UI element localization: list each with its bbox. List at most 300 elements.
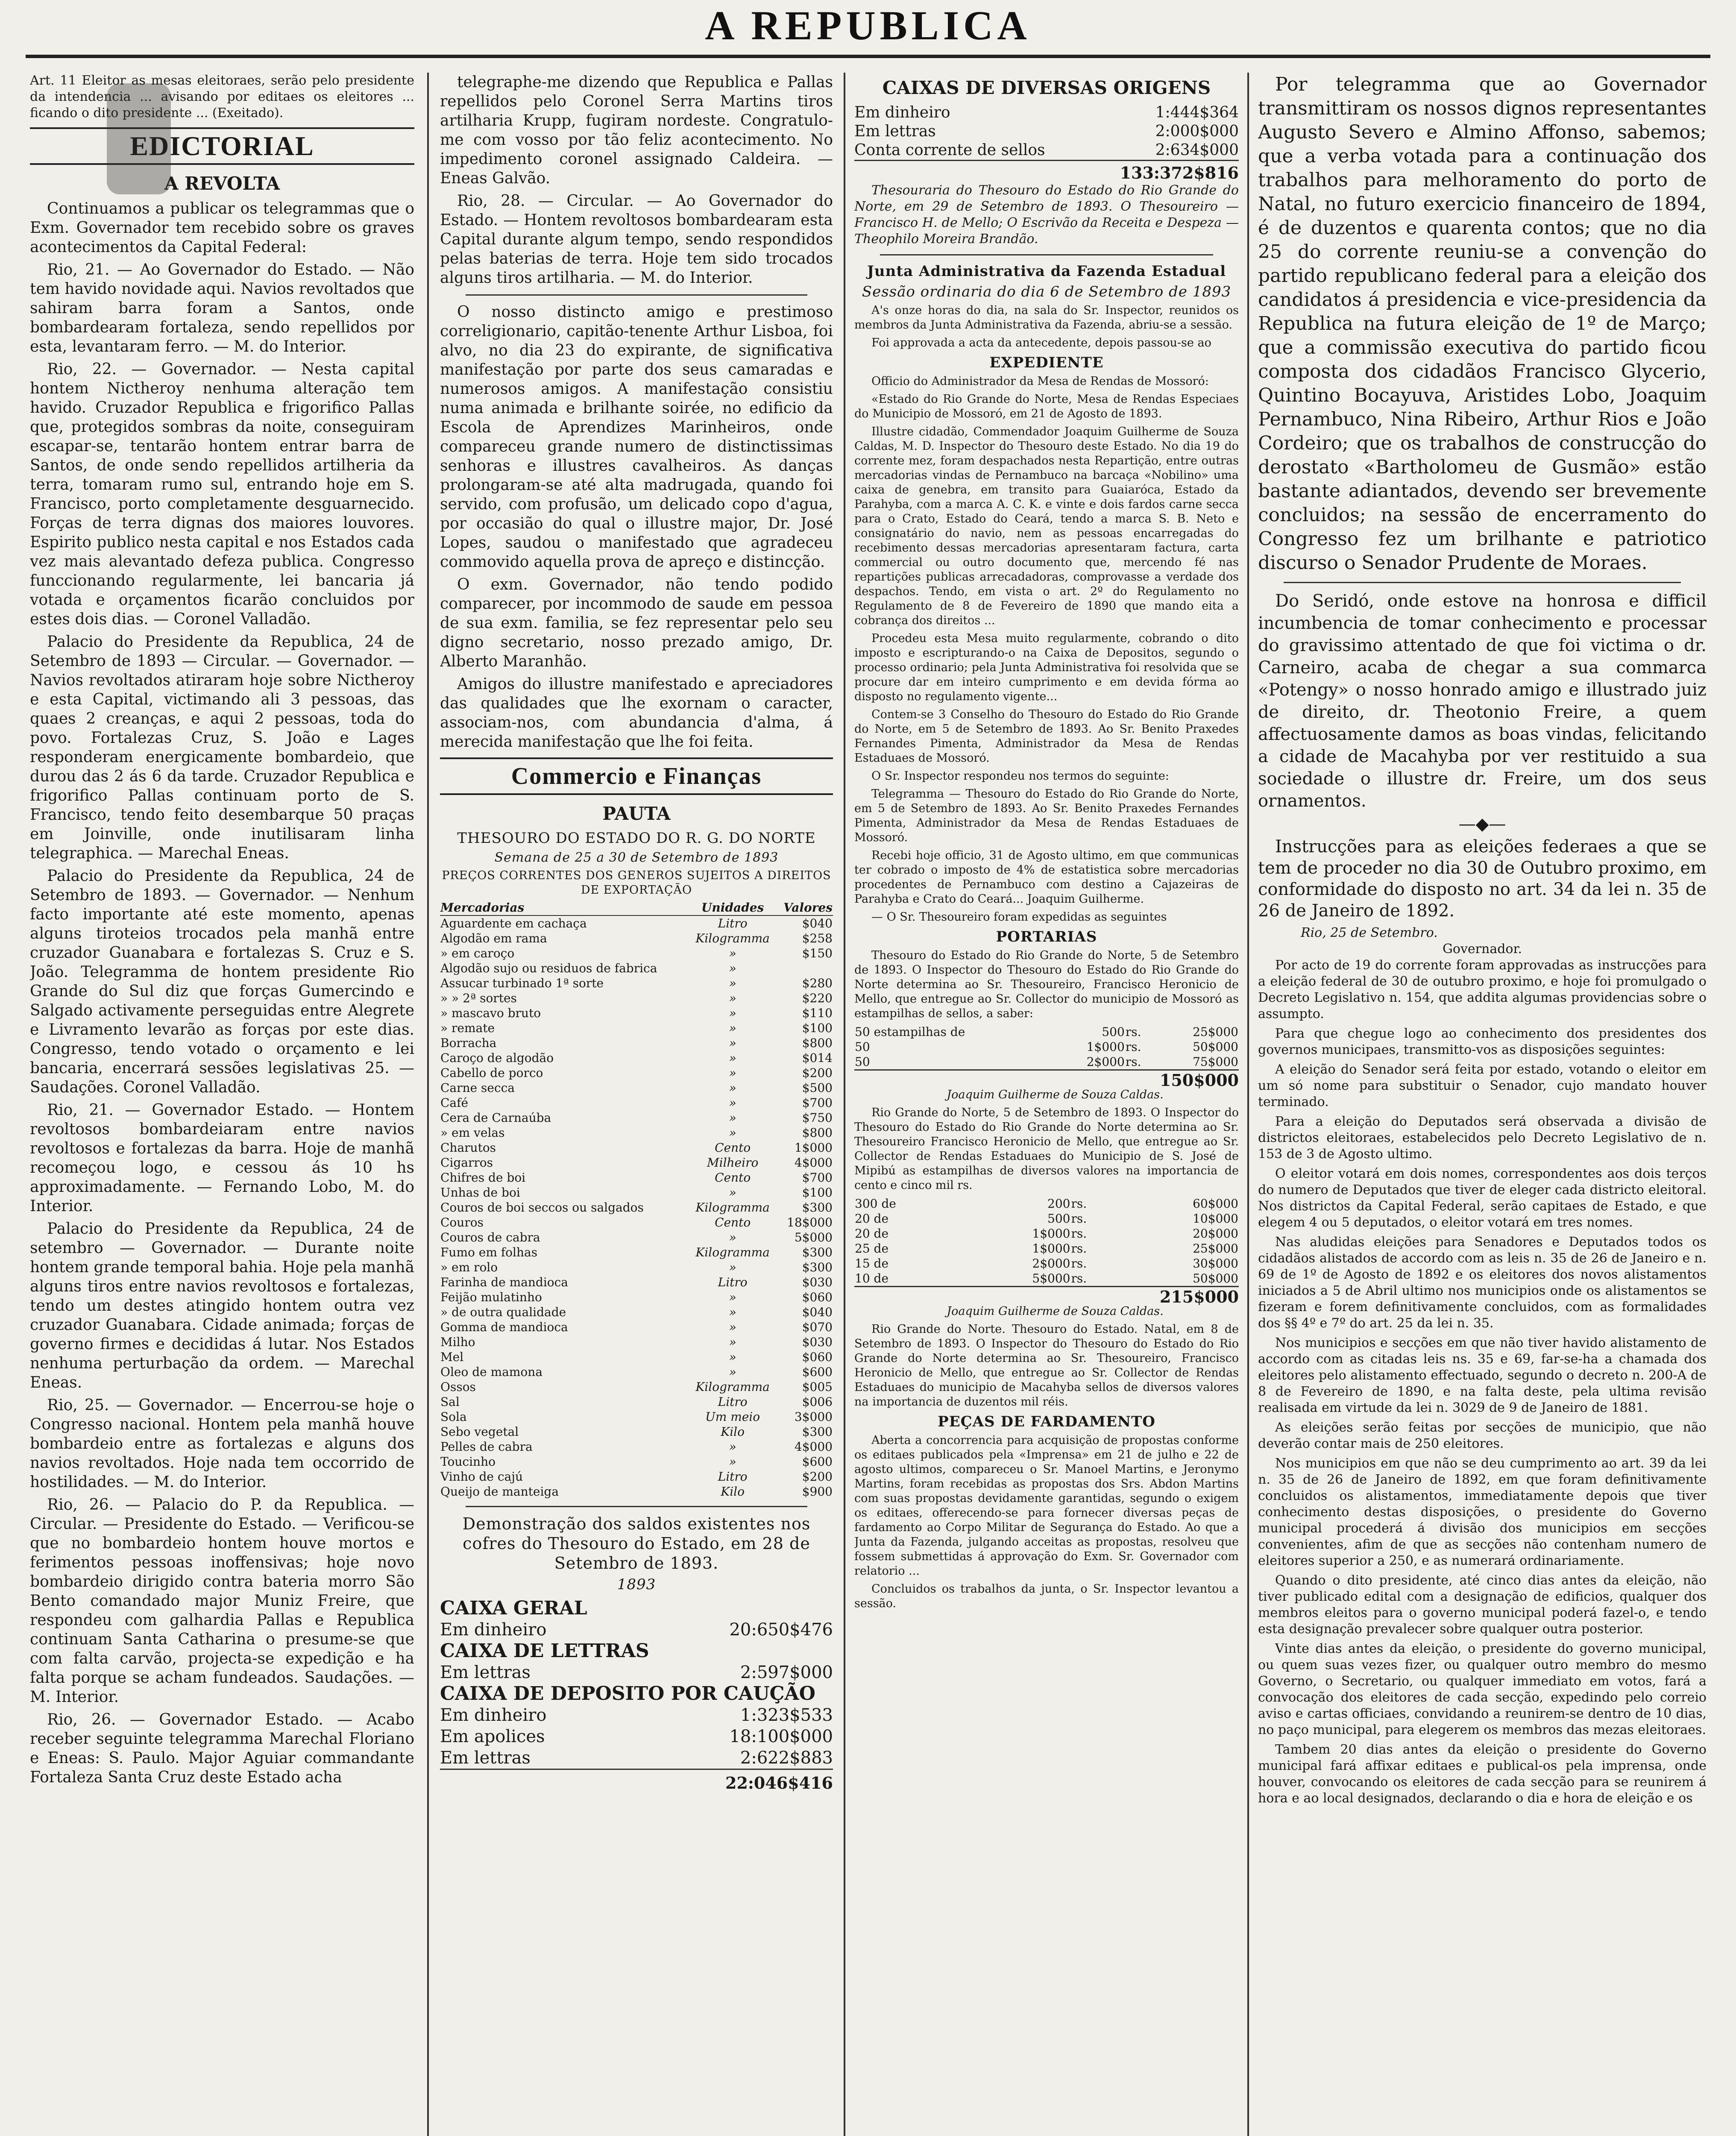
estampilhas-table	[854, 1024, 1239, 1069]
paragraph: O Sr. Inspector respondeu nos termos do seguinte:	[871, 769, 1169, 783]
paragraph: Thesouro do Estado do Rio Grande do Norte, 5 de Setembro de 1893. O Inspector do Thesouro do Estado do Rio Grande do Norte determina ao Sr. Thesoureiro, Francisco Heronicio de Mello, que entregue ao Sr. Collector do municipio de Mossoró as estampilhas de sellos, a saber:	[854, 949, 1239, 1020]
estampilhas-table	[854, 1196, 1239, 1286]
ledger-row	[440, 1726, 833, 1747]
table-row	[854, 1226, 1239, 1241]
table-cell: 25$000	[1193, 1025, 1238, 1039]
table-cell: $280	[802, 976, 833, 990]
caixa-deposito-heading: CAIXA DE DEPOSITO POR CAUÇÃO	[440, 1683, 815, 1705]
table-row	[440, 1484, 833, 1499]
paragraph: Para que chegue logo ao conhecimento dos presidentes dos governos municipaes, transmitto-vos as disposições seguintes:	[1258, 1026, 1707, 1057]
table-cell: 2$000	[1086, 1055, 1125, 1069]
divider	[880, 254, 1213, 255]
table-row	[440, 1125, 833, 1140]
caixa-geral-heading: CAIXA GERAL	[440, 1597, 587, 1619]
table-row	[854, 1271, 1239, 1286]
caixas-ledger	[854, 103, 1239, 182]
table-cell: Kilogramma	[695, 1245, 770, 1259]
ledger-label: Em dinheiro	[440, 1620, 547, 1640]
table-cell: $600	[802, 1455, 833, 1469]
table-cell: Litro	[718, 916, 748, 930]
table-cell: »	[729, 1365, 736, 1379]
table-cell: »	[729, 1051, 736, 1065]
table-cell: Vinho de cajú	[440, 1470, 523, 1484]
newspaper-title: A REPUBLICA	[705, 3, 1031, 48]
table-cell: $750	[802, 1111, 833, 1125]
table-row	[440, 1200, 833, 1215]
table-cell: 20$000	[1193, 1226, 1238, 1241]
table-cell: 50	[855, 1055, 870, 1069]
table-cell: $700	[802, 1096, 833, 1110]
paragraph: Rio, 25. — Governador. — Encerrou-se hoje o Congresso nacional. Hontem pela manhã houve bombardeio entre as fortalezas e alguns dos navios revoltados. Hoje nada tem occorrido de hostilidades. — M. do Interior.	[30, 1397, 414, 1491]
table-cell: $040	[802, 916, 833, 930]
table-row	[440, 1305, 833, 1320]
table-row	[440, 1350, 833, 1364]
ledger-row	[440, 1662, 833, 1683]
ledger-row	[440, 1619, 833, 1640]
table-cell: $700	[802, 1171, 833, 1185]
ledger-row	[854, 122, 1239, 141]
table-cell: $258	[802, 931, 833, 945]
table-cell: 20 de	[855, 1212, 889, 1226]
table-cell: Kilo	[721, 1485, 745, 1499]
table-cell: 5$000	[1032, 1271, 1070, 1285]
paragraph: Nas aludidas eleições para Senadores e Deputados todos os cidadãos alistados de accordo com as leis n. 35 de 26 de Janeiro e n. 69 de 1º de Agosto de 1892 e os eleitores dos novos alistamentos iniciados a 5 de Abril ultimo nos municipios onde os alistamentos se fizeram e forem definitivamente concluidos, com as formalidades dos §§ 4º e 7º do art. 25 da lei n. 35.	[1258, 1235, 1707, 1331]
article-heading-revolta: A REVOLTA	[164, 173, 280, 194]
table-cell: » em velas	[440, 1126, 505, 1140]
paragraph: Rio Grande do Norte, 5 de Setembro de 1893. O Inspector do Thesouro do Estado do Rio Grande do Norte determina ao Sr. Thesoureiro Francisco Heronicio de Mello, que entregue ao Sr. Collector de Rendas Estaduaes do Municipio de S. José de Mipibú as estampilhas de diversos valores na importancia de cento e cinco mil rs.	[854, 1106, 1239, 1192]
table-cell: »	[729, 946, 736, 960]
paragraph: Rio, 21. — Governador Estado. — Hontem revoltosos bombardeiaram entre navios revoltosos e fortalezas da barra. Hoje de manhã recomeçou logo, e cessou ás 10 hs approximadamente. — Fernando Lobo, M. do Interior.	[30, 1101, 414, 1215]
paragraph: Concluidos os trabalhos da junta, o Sr. Inspector levantou a sessão.	[854, 1582, 1239, 1610]
table-cell: rs.	[1071, 1256, 1087, 1270]
table-row	[440, 991, 833, 1006]
table-row	[440, 1409, 833, 1424]
col-header: Mercadorias	[440, 900, 689, 915]
ledger-value: 2:000$000	[1155, 123, 1239, 140]
table-cell: 300 de	[855, 1197, 896, 1211]
table-cell: $300	[802, 1245, 833, 1259]
table-cell: Fumo em folhas	[440, 1245, 538, 1259]
column-divider	[427, 73, 429, 2136]
table-row	[440, 1245, 833, 1260]
paragraph: Rio, 21. — Ao Governador do Estado. — Não tem havido novidade aqui. Navios revoltados que sahiram barra foram a Santos, onde bombardearam fortaleza, sendo repellidos por esta, levantaram ferro. — M. do Interior.	[30, 261, 414, 355]
table-cell: $100	[802, 1185, 833, 1200]
table-cell: $800	[802, 1126, 833, 1140]
table-cell: 1$000	[794, 1141, 833, 1155]
table-cell: 60$000	[1193, 1197, 1238, 1211]
paragraph: — O Sr. Thesoureiro foram expedidas as seguintes	[871, 910, 1167, 924]
table-cell: $014	[802, 1051, 833, 1065]
sessao-heading: Sessão ordinaria do dia 6 de Setembro de 1893	[862, 283, 1232, 300]
table-cell: » mascavo bruto	[440, 1006, 541, 1020]
paragraph: Illustre cidadão, Commendador Joaquim Guilherme de Souza Caldas, M. D. Inspector do Thesouro deste Estado. No dia 19 do corrente mez, foram despachados nesta Repartição, entre outras mercadorias vindas de Pernambuco na barcaça «Nobilino» uma caixa de genebra, em transito para Guaiaróca, Estado da Parahyba, com a marca A. C. K. e vinte e dois fardos carne secca para o Crato, Estado do Ceará, tendo a marca S. B. Neto e consignatário do navio, nem as pessoas encarregadas do recebimento dessas mercadorias apresentaram factura, carta commercial ou outro documento que, mercendo fé nas repartições publicas arrecadadoras, comprovasse a verdade dos despachos. Tendo, em vista o art. 2º do Regulamento no Regulamento de 8 de Fevereiro de 1890 que mando eita a cobrança dos direitos ...	[854, 425, 1239, 627]
table-cell: »	[729, 1081, 736, 1095]
table-cell: »	[729, 1021, 736, 1035]
table-cell: »	[729, 1305, 736, 1319]
paragraph: Palacio do Presidente da Republica, 24 de setembro — Governador. — Durante noite hontem grande temporal bahia. Hoje pela manhã alguns tiros entre navios revoltosos e fortalezas, tendo um destes atingido hontem outra vez cruzador Guanabara. Cidade animada; forças de governo firmes e decididas á lutar. Nos Estados nenhuma perturbação da ordem. — Marechal Eneas.	[30, 1220, 414, 1391]
junta-heading: Junta Administrativa da Fazenda Estadual	[867, 263, 1226, 280]
column-3	[854, 73, 1239, 2136]
table-cell: » em caroço	[440, 946, 515, 960]
table-cell: 75$000	[1193, 1055, 1238, 1069]
table-cell: 50 estampilhas de	[855, 1025, 965, 1039]
paragraph: Tambem 20 dias antes da eleição o presidente do Governo municipal fará affixar editaes e publical-os pela imprensa, onde houver, convocando os eleitores de cada secção para se reunirem á hora e ao local designados, declarando o dia e hora de eleição e os	[1258, 1742, 1707, 1806]
table-cell: »	[729, 1335, 736, 1349]
column-divider	[844, 73, 845, 2136]
table-cell: $300	[802, 1200, 833, 1215]
paragraph: A eleição do Senador será feita por estado, votando o eleitor em um só nome para substituir o Senador, cujo mandato houver terminado.	[1258, 1062, 1707, 1109]
table-cell: 25 de	[855, 1241, 889, 1256]
table-cell: Couros de boi seccos ou salgados	[440, 1200, 644, 1215]
table-cell: Cento	[715, 1171, 751, 1185]
table-cell: Um meio	[705, 1410, 760, 1424]
ledger-label: Em apolices	[440, 1727, 545, 1746]
table-row	[440, 1454, 833, 1469]
table-cell: » » 2ª sortes	[440, 991, 517, 1005]
expediente-heading: EXPEDIENTE	[989, 354, 1104, 371]
saldos-heading: Demonstração dos saldos existentes nos cofres do Thesouro do Estado, em 28 de Setembro de 1893.	[462, 1514, 811, 1573]
table-cell: $220	[802, 991, 833, 1005]
table-cell: Charutos	[440, 1141, 496, 1155]
table-cell: » de outra qualidade	[440, 1305, 566, 1319]
table-cell: 30$000	[1193, 1256, 1238, 1270]
table-row	[440, 931, 833, 946]
table-cell: »	[729, 1440, 736, 1454]
table-cell: $900	[802, 1485, 833, 1499]
table-row	[440, 1290, 833, 1305]
table-cell: »	[729, 1111, 736, 1125]
paragraph: Recebi hoje officio, 31 de Agosto ultimo, em que communicas ter cobrado o imposto de 4% de estatistica sobre mercadorias procedentes de Pernambuco com destino a Cajazeiras de Parahyba e Crato do Ceará... Joaquim Guilherme.	[854, 849, 1239, 906]
table-row	[854, 1211, 1239, 1226]
table-row	[440, 1185, 833, 1200]
ledger-value: 2:597$000	[740, 1663, 833, 1682]
ledger-value: 2:622$883	[740, 1748, 833, 1768]
table-row	[440, 1260, 833, 1275]
table-row	[440, 1335, 833, 1350]
ledger-value: 20:650$476	[729, 1620, 833, 1640]
table-cell: 10$000	[1193, 1212, 1238, 1226]
table-cell: »	[729, 1096, 736, 1110]
column-2	[440, 73, 833, 2136]
divider	[466, 1506, 807, 1507]
table-cell: rs.	[1071, 1241, 1087, 1256]
paragraph: Nos municipios em que não se deu cumprimento ao art. 39 da lei n. 35 de 26 de Janeiro de 1892, em que foram definitivamente concluidos os alistamentos, immediatamente depois que tiver conhecimento destas disposições, o presidente do Governo municipal procederá á divisão dos municipios em secções convenientes, afim de que as secções não contenham numero de eleitores superior a 250, e as numerará ordinariamente.	[1258, 1456, 1707, 1568]
table-cell: 1$000	[1032, 1226, 1070, 1241]
col-header: Valores	[776, 900, 833, 915]
table-cell: Café	[440, 1096, 469, 1110]
paragraph: Rio, 28. — Circular. — Ao Governador do Estado. — Hontem revoltosos bombardearam esta Capital durante algum tempo, sendo respondidos pelas baterias de terra. Hoje tem sido trocados alguns tiros artilharia. — M. do Interior.	[440, 192, 833, 287]
table-cell: Feijão mulatinho	[440, 1290, 542, 1304]
table-cell: Kilo	[721, 1425, 745, 1439]
table-cell: 1$000	[1032, 1241, 1070, 1256]
table-cell: $200	[802, 1066, 833, 1080]
table-cell: Borracha	[440, 1036, 497, 1050]
pauta-subheading: THESOURO DO ESTADO DO R. G. DO NORTE	[457, 830, 816, 847]
table-row	[440, 1215, 833, 1230]
ledger-label: Em lettras	[440, 1663, 531, 1682]
table-row	[854, 1054, 1239, 1069]
table-row	[440, 915, 833, 931]
paragraph: Por acto de 19 do corrente foram approvadas as instrucções para a eleição federal de 30 de outubro proximo, e hoje foi promulgado o Decreto Legislativo n. 154, que addita algumas providencias sobre o assumpto.	[1258, 958, 1707, 1021]
paragraph: Quando o dito presidente, até cinco dias antes da eleição, não tiver publicado edital com a designação de edificios, qualquer dos membros eleitos para o governo municipal poderá fazel-o, e tendo esta designação prevalecer sobre qualquer outra posterior.	[1258, 1573, 1707, 1637]
ledger-value: 2:634$000	[1155, 141, 1239, 159]
estampilhas-total: 150$000	[854, 1069, 1239, 1088]
section-heading-commercio: Commercio e Finanças	[440, 757, 833, 795]
table-row	[440, 1439, 833, 1454]
instrucoes-heading: Instrucções para as eleições federaes a que se tem de proceder no dia 30 de Outubro proximo, em conformidade do disposto no art. 34 da lei n. 35 de 26 de Janeiro de 1892.	[1258, 837, 1707, 921]
table-cell: $005	[802, 1380, 833, 1394]
intro-text: Art. 11 Eleitor as mesas eleitoraes, serão pelo presidente da intendencia ... avisando por editaes os eleitores ... ficando o dito presidente ... (Exeitado).	[30, 73, 414, 120]
table-cell: 10 de	[855, 1271, 889, 1285]
table-cell: 15 de	[855, 1256, 889, 1270]
ledger-total: 22:046$416	[440, 1769, 833, 1794]
table-cell: $300	[802, 1425, 833, 1439]
table-row	[440, 1065, 833, 1080]
col-header: Unidades	[689, 900, 775, 915]
table-row	[440, 1469, 833, 1484]
table-cell: » remate	[440, 1021, 495, 1035]
fardamento-heading: PEÇAS DE FARDAMENTO	[938, 1413, 1155, 1430]
table-cell: Litro	[718, 1470, 748, 1484]
table-cell: 2$000	[1032, 1256, 1070, 1270]
estampilhas-total: 215$000	[854, 1286, 1239, 1304]
paragraph: Foi approvada a acta da antecedente, depois passou-se ao	[871, 336, 1211, 349]
table-cell: rs.	[1125, 1055, 1141, 1069]
table-row	[440, 1230, 833, 1245]
table-row	[854, 1241, 1239, 1256]
signature: Joaquim Guilherme de Souza Caldas.	[947, 1088, 1164, 1101]
pauta-table	[440, 900, 833, 1499]
table-cell: $200	[802, 1470, 833, 1484]
table-cell: rs.	[1071, 1226, 1087, 1241]
column-1	[30, 73, 414, 2136]
table-cell: $030	[802, 1335, 833, 1349]
table-cell: Kilogramma	[695, 1200, 770, 1215]
table-cell: Kilogramma	[695, 931, 770, 945]
table-cell: »	[729, 1320, 736, 1334]
table-row	[440, 1050, 833, 1065]
ledger-label: Em dinheiro	[440, 1705, 547, 1725]
table-cell: Litro	[718, 1275, 748, 1289]
paragraph: Por telegramma que ao Governador transmittiram os nossos dignos representantes Augusto Severo e Almino Affonso, sabemos; que a verba votada para a continuação dos trabalhos para melhoramento do porto de Natal, no futuro exercicio financeiro de 1894, é de duzentos e quarenta contos; que no dia 25 do corrente reuniu-se a convenção do partido republicano federal para a eleição dos candidatos á presidencia e vice-presidencia da Republica na futura eleição de 1º de Março; que a commissão executiva do partido ficou composta dos cidadãos Francisco Glycerio, Quintino Bocayuva, Aristides Lobo, Joaquim Pernambuco, Nina Ribeiro, Arthur Rios e João Cordeiro; que os trabalhos de construcção do derostato «Bartholomeu de Gusmão» estão bastante adiantados, devendo ser brevemente concluidos; na sessão de encerramento do Congresso fez um brilhante e patriotico discurso o Senador Prudente de Moraes.	[1258, 73, 1707, 574]
table-cell: Queijo de manteiga	[440, 1485, 559, 1499]
table-row	[440, 1155, 833, 1170]
table-row	[440, 946, 833, 961]
paragraph: Rio, 26. — Palacio do P. da Republica. — Circular. — Presidente do Estado. — Verificou-se que no bombardeio hontem houve mortos e ferimentos pessoas inoffensivas; hoje novo bombardeio dirigido contra bateria morro São Bento comandado major Muniz Freire, que respondeu com galhardia Pallas e Republica continuam Santa Catharina o presume-se que com falta carvão, projecta-se expedição e ha falta porque se acham fundeados. Saudações. — M. Interior.	[30, 1496, 414, 1706]
table-row	[440, 1320, 833, 1335]
table-cell: Toucinho	[440, 1455, 496, 1469]
ledger-label: Em lettras	[440, 1748, 531, 1768]
table-cell: » em rolo	[440, 1260, 498, 1274]
paragraph: O exm. Governador, não tendo podido comparecer, por incommodo de saude em pessoa de sua exm. familia, se fez representar pelo seu digno secretario, nosso prezado amigo, Dr. Alberto Maranhão.	[440, 576, 833, 670]
caixas-heading: CAIXAS DE DIVERSAS ORIGENS	[882, 77, 1211, 98]
portarias-heading: PORTARIAS	[996, 928, 1097, 945]
divider	[1284, 582, 1681, 583]
table-cell: 18$000	[787, 1215, 833, 1229]
table-cell: $040	[802, 1305, 833, 1319]
paragraph: Amigos do illustre manifestado e apreciadores das qualidades que lhe exornam o caracter, associam-nos, com abundancia d'alma, á merecida manifestação que lhe foi feita.	[440, 675, 833, 751]
ledger-total: 133:372$816	[854, 160, 1239, 182]
paragraph: «Estado do Rio Grande do Norte, Mesa de Rendas Especiaes do Municipio de Mossoró, em 21 de Agosto de 1893.	[854, 393, 1239, 420]
paragraph: O nosso distincto amigo e prestimoso correligionario, capitão-tenente Arthur Lisboa, foi alvo, no dia 23 do expirante, de significativa manifestação por parte dos seus camaradas e numerosos amigos. A manifestação consistiu numa animada e brilhante soirée, no edificio da Escola de Aprendizes Marinheiros, onde compareceu grande numero de distinctissimas senhoras e illustres cavalheiros. As danças prolongaram-se até alta madrugada, quando foi servido, com profusão, um delicado copo d'agua, por occasião do qual o illustre major, Dr. José Lopes, saudou o manifestado que agradeceu commovido aquella prova de apreço e distincção.	[440, 303, 833, 571]
table-cell: $800	[802, 1036, 833, 1050]
paragraph: As eleições serão feitas por secções de municipio, que não deverão contar mais de 250 eleitores.	[1258, 1420, 1707, 1451]
table-cell: $500	[802, 1081, 833, 1095]
table-cell: 20 de	[855, 1226, 889, 1241]
table-cell: rs.	[1071, 1271, 1087, 1285]
table-row	[440, 976, 833, 991]
paragraph: Para a eleição do Deputados será observada a divisão de districtos eleitoraes, estabelecidos pelo Decreto Legislativo de n. 153 de 3 de Agosto ultimo.	[1258, 1114, 1707, 1162]
paragraph: Telegramma — Thesouro do Estado do Rio Grande do Norte, em 5 de Setembro de 1893. Ao Sr. Benito Praxedes Fernandes Pimenta, Administrador da Mesa de Rendas Estaduaes de Mossoró.	[854, 787, 1239, 844]
section-heading-edictorial: EDICTORIAL	[30, 127, 414, 165]
table-cell: »	[729, 1455, 736, 1469]
table-cell: Sola	[440, 1410, 467, 1424]
paragraph: Officio do Administrador da Mesa de Rendas de Mossoró:	[871, 375, 1209, 388]
table-row	[440, 1080, 833, 1095]
table-cell: 200	[1047, 1197, 1070, 1211]
ornament-divider: —◆—	[1458, 814, 1506, 834]
caixa-lettras-heading: CAIXA DE LETTRAS	[440, 1640, 649, 1662]
paragraph: Aberta a concorrencia para acquisição de propostas conforme os editaes publicados pela «Imprensa» em 21 de julho e 22 de agosto ultimos, compareceu o Sr. Manoel Martins, e Jeronymo Martins, foram recebidas as propostas dos Srs. Abdon Martins com suas propostas devidamente garantidas, segundo o exigem os editaes, offerecendo-se para fornecer diversas peças de fardamento ao Corpo Militar de Segurança do Estado. Ao que a Junta da Fazenda, julgando acceitas as propostas, resolveu que fossem submettidas á approvação do Exm. Sr. Governador com relatorio ...	[854, 1434, 1239, 1578]
table-cell: Mel	[440, 1350, 464, 1364]
table-row	[440, 1394, 833, 1409]
table-row	[854, 1024, 1239, 1039]
paragraph: O eleitor votará em dois nomes, correspondentes aos dois terços do numero de Deputados que tiver de eleger cada districto eleitoral. Nos districtos da Capital Federal, serão capitaes de Estado, e que elegem 4 ou 5 deputados, o eleitor votará em tres nomes.	[1258, 1166, 1707, 1230]
pauta-week: Semana de 25 a 30 de Setembro de 1893	[494, 850, 779, 865]
table-cell: Milheiro	[707, 1156, 759, 1170]
table-cell: »	[729, 1350, 736, 1364]
table-cell: Oleo de mamona	[440, 1365, 543, 1379]
table-cell: Caroço de algodão	[440, 1051, 554, 1065]
paragraph: Nos municipios e secções em que não tiver havido alistamento de accordo com as citadas leis ns. 35 e 69, far-se-ha a chamada dos eleitores pelo alistamento effectuado, segundo o decreto n. 200-A de 8 de Fevereiro de 1890, e na falta deste, pela ultima revisão realisada em virtude da lei n. 3029 de 9 de Janeiro de 1881.	[1258, 1335, 1707, 1415]
table-cell: rs.	[1071, 1197, 1087, 1211]
table-cell: Couros de cabra	[440, 1230, 540, 1244]
table-cell: rs.	[1071, 1212, 1087, 1226]
dateline: Rio, 25 de Setembro.	[1301, 925, 1438, 940]
table-cell: »	[729, 1006, 736, 1020]
paragraph: Continuamos a publicar os telegrammas que o Exm. Governador tem recebido sobre os graves acontecimentos da Capital Federal:	[30, 200, 414, 256]
paragraph: Do Seridó, onde estove na honrosa e difficil incumbencia de tomar conhecimento e processar do gravissimo attentado de que foi victima o dr. Carneiro, acaba de chegar a sua commarca «Potengy» o nosso honrado amigo e illustrado juiz de direito, dr. Theotonio Freire, a quem affectuosamente damos as boas vindas, felicitando a cidade de Macahyba por ver restituido a sua sociedade o illustre dr. Freire, um dos seus ornamentos.	[1258, 591, 1707, 811]
table-cell: Pelles de cabra	[440, 1440, 533, 1454]
table-cell: 4$000	[794, 1156, 833, 1170]
table-cell	[776, 961, 833, 976]
signature: Joaquim Guilherme de Souza Caldas.	[947, 1305, 1164, 1318]
table-cell: »	[729, 1036, 736, 1050]
table-cell: Chifres de boi	[440, 1171, 526, 1185]
saldos-year: 1893	[617, 1576, 656, 1593]
table-cell: $300	[802, 1260, 833, 1274]
table-cell: »	[729, 1185, 736, 1200]
ledger-row	[440, 1705, 833, 1726]
table-cell: 4$000	[794, 1440, 833, 1454]
paragraph: Rio, 26. — Governador Estado. — Acabo receber seguinte telegramma Marechal Floriano e Eneas: S. Paulo. Major Aguiar commandante Fortaleza Santa Cruz deste Estado acha	[30, 1711, 414, 1786]
table-cell: Algodão em rama	[440, 931, 547, 945]
table-cell: »	[729, 1066, 736, 1080]
ledger-value: 18:100$000	[729, 1727, 833, 1746]
table-row	[854, 1039, 1239, 1054]
table-cell: »	[729, 991, 736, 1005]
table-cell: rs.	[1125, 1025, 1141, 1039]
table-cell: rs.	[1125, 1040, 1141, 1054]
table-cell: 50$000	[1193, 1040, 1238, 1054]
table-cell: Assucar turbinado 1ª sorte	[440, 976, 604, 990]
table-row	[440, 1379, 833, 1394]
table-cell: Litro	[718, 1395, 748, 1409]
table-cell: 500	[1102, 1025, 1125, 1039]
paragraph: Palacio do Presidente da Republica, 24 de Setembro de 1893 — Circular. — Governador. — Navios revoltados atiraram hoje sobre Nictheroy e esta Capital, victimando ali 3 pessoas, das quaes 2 creanças, e aqui 2 pessoas, toda do povo. Fortalezas Cruz, S. João e Lages responderam energicamente bombardeio, que durou das 2 ás 6 da tarde. Cruzador Republica e frigorifico Pallas continuam porto de S. Francisco, tendo feito desembarque 50 praças em Joinville, onde inutilisaram linha telegraphica. — Marechal Eneas.	[30, 633, 414, 862]
table-row	[440, 1006, 833, 1021]
table-row	[440, 1424, 833, 1439]
table-cell: $060	[802, 1350, 833, 1364]
table-cell: Kilogramma	[695, 1380, 770, 1394]
ink-blot	[107, 83, 171, 194]
paragraph: Contem-se 3 Conselho do Thesouro do Estado do Rio Grande do Norte, em 5 de Setembro de 1893. Ao Sr. Benito Praxedes Fernandes Pimenta, Administrador da Mesa de Rendas Estaduaes de Mossoró.	[854, 708, 1239, 765]
ledger-value: 1:444$364	[1155, 104, 1239, 121]
table-cell: $600	[802, 1365, 833, 1379]
table-row	[440, 1036, 833, 1050]
thesouraria-note: Thesouraria do Thesouro do Estado do Rio Grande do Norte, em 29 de Setembro de 1893. O Thesoureiro — Francisco H. de Mello; O Escrivão da Receita e Despeza — Theophilo Moreira Brandão.	[854, 183, 1239, 246]
table-cell: Couros	[440, 1215, 484, 1229]
table-cell: 500	[1047, 1212, 1070, 1226]
table-cell: Ossos	[440, 1380, 476, 1394]
table-cell: $006	[802, 1395, 833, 1409]
table-cell: $110	[802, 1006, 833, 1020]
ledger-value: 1:323$533	[740, 1705, 833, 1725]
table-row	[440, 1364, 833, 1379]
table-cell: 1$000	[1086, 1040, 1125, 1054]
table-row	[440, 1170, 833, 1185]
ledger	[440, 1598, 833, 1794]
table-cell: »	[729, 1290, 736, 1304]
ledger-label: Em dinheiro	[854, 104, 950, 121]
table-cell: »	[729, 1230, 736, 1244]
table-row	[854, 1256, 1239, 1271]
addressee: Governador.	[1442, 942, 1522, 957]
table-cell: »	[729, 1260, 736, 1274]
table-cell: $100	[802, 1021, 833, 1035]
table-cell: Sal	[440, 1395, 460, 1409]
pauta-heading: PAUTA	[602, 803, 671, 824]
paragraph: Palacio do Presidente da Republica, 24 de Setembro de 1893. — Governador. — Nenhum facto importante até este momento, apenas alguns tiroteios trocados pela manhã entre cruzador Guanabara e fortalezas S. Cruz e S. João. Telegramma de hontem presidente Rio Grande do Sul diz que forças Gumercindo e Salgado activamente perseguidas entre Alegrete e Livramento levarão as forças por este dias. Congresso, tendo votado o orçamento e lei bancaria, encerrará sessões legislativas 25. — Saudações. Coronel Valladão.	[30, 867, 414, 1096]
table-cell: $030	[802, 1275, 833, 1289]
paragraph: A's onze horas do dia, na sala do Sr. Inspector, reunidos os membros da Junta Administrativa da Fazenda, abriu-se a sessão.	[854, 304, 1239, 332]
column-divider	[1247, 73, 1249, 2136]
table-cell: Cento	[715, 1141, 751, 1155]
ledger-row	[854, 141, 1239, 160]
column-4	[1258, 73, 1707, 2136]
table-row	[440, 1275, 833, 1290]
table-cell: $070	[802, 1320, 833, 1334]
table-cell: »	[729, 1126, 736, 1140]
table-row	[440, 1140, 833, 1155]
table-cell: Milho	[440, 1335, 475, 1349]
table-cell: Farinha de mandioca	[440, 1275, 569, 1289]
table-cell: Cera de Carnaúba	[440, 1111, 551, 1125]
table-cell: 25$000	[1193, 1241, 1238, 1256]
ledger-row	[440, 1747, 833, 1769]
ledger-label: Em lettras	[854, 123, 936, 140]
table-cell: 5$000	[794, 1230, 833, 1244]
table-row	[440, 1021, 833, 1036]
ledger-label: Conta corrente de sellos	[854, 141, 1045, 159]
table-cell: Carne secca	[440, 1081, 515, 1095]
pauta-note: PREÇOS CORRENTES DOS GENEROS SUJEITOS A DIREITOS DE EXPORTAÇÃO	[442, 869, 831, 897]
table-row	[440, 1095, 833, 1110]
table-cell: 3$000	[794, 1410, 833, 1424]
paragraph: Rio Grande do Norte. Thesouro do Estado. Natal, em 8 de Setembro de 1893. O Inspector do Thesouro do Estado do Rio Grande do Norte determina ao Sr. Thesoureiro, Francisco Heronicio de Mello, que entregue ao Sr. Collector de Rendas Estaduaes do municipio de Macahyba sellos de diversos valores na importancia de duzentos mil réis.	[854, 1323, 1239, 1408]
ledger-row	[854, 103, 1239, 122]
table-cell: »	[729, 961, 736, 975]
